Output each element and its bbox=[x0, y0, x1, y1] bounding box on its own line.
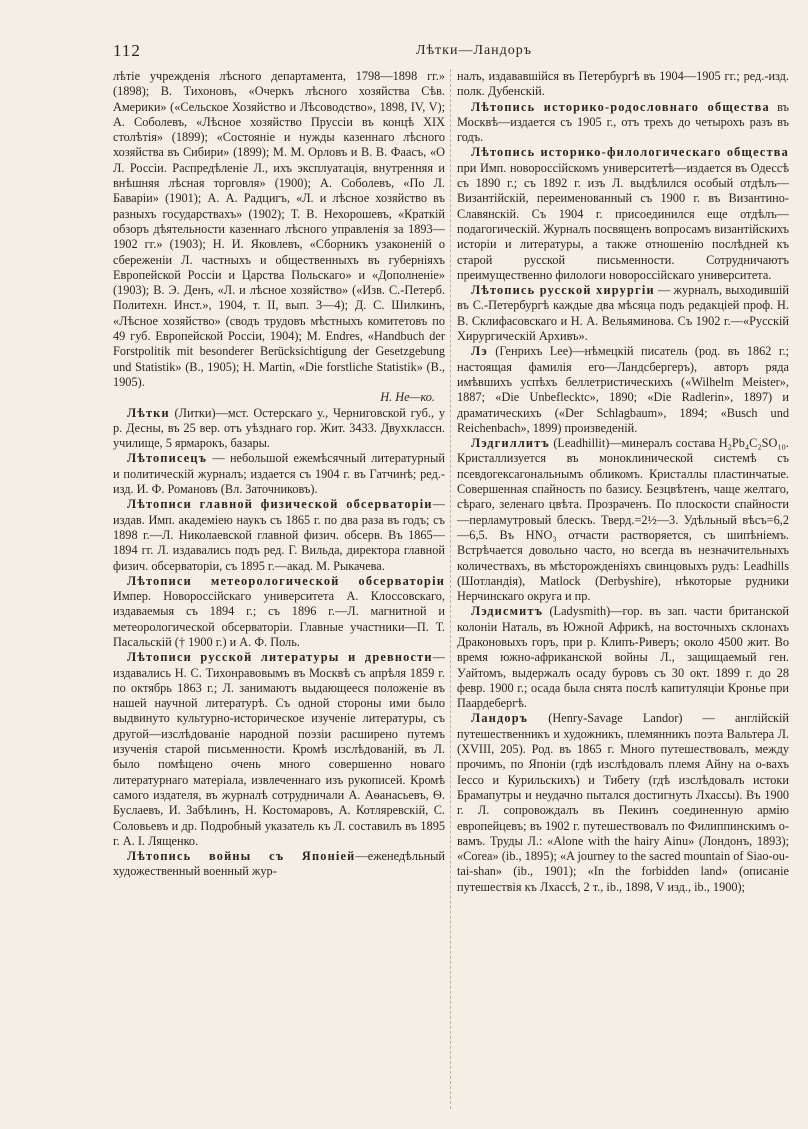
author-signature: Н. Не—ко. bbox=[380, 390, 435, 405]
dictionary-entry bbox=[113, 451, 445, 497]
entry-headword: Лѣтопись войны съ Японіей bbox=[127, 849, 356, 864]
dictionary-entry bbox=[457, 145, 789, 283]
left-column bbox=[113, 69, 445, 1119]
entry-text: (Ladysmith)—гор. въ зап. части британской колоніи Наталь, въ Южной Африкѣ, на восточныхъ склонахъ Драконовыхъ горъ, при р. Клипъ-Риверъ; около 4500 жит. Во время южно-африканской войны Л., защищаемый ген. Уайтомъ, выдержалъ осаду буровъ съ 30 окт. 1899 г. до 28 февр. 1900 г.; осада была снята послѣ капитуляціи Кронье при Паардебергѣ. bbox=[457, 604, 789, 711]
entry-text: — журналъ, выходившій въ С.-Петербургѣ каждые два мѣсяца подъ редакціей проф. Н. В. Склифасовскаго и Н. А. Вельяминова. Съ 1902 г.—«Русскій Хирургическій Архивъ». bbox=[457, 283, 789, 344]
entry-text: —издавались Н. С. Тихонравовымъ въ Москвѣ съ апрѣля 1859 г. по октябрь 1863 г.; Л. занимаютъ выдающееся положеніе въ нашей научной литературѣ. Съ одной стороны ими было выдвинуто культурно-историческое изученіе литературы, съ другой—изслѣдованіе народной поэзіи расширено путемъ изученія старой письменности. Кромѣ изслѣдованій, въ Л. было помѣщено очень много совершенно новаго литературнаго матеріала, извлеченнаго изъ рукописей. Кромѣ самого издателя, въ журналѣ сотрудничали А. Аѳанасьевъ, Ѳ. Буслаевъ, И. Забѣлинъ, Н. Костомаровъ, А. Котляревскій, С. Соловьевъ и др. Подробный указатель къ Л. составилъ въ 1895 г. А. І. Лященко. bbox=[113, 650, 445, 848]
entry-headword: Лѣтописи русской литературы и древности bbox=[127, 650, 433, 665]
entry-text: въ Москвѣ—издается съ 1905 г., отъ трехъ до четырохъ разъ въ годъ. bbox=[457, 99, 789, 145]
dictionary-entry bbox=[457, 436, 789, 604]
entry-headword: Лѣтописи метеорологической обсерваторіи bbox=[127, 573, 445, 588]
dictionary-entry bbox=[113, 574, 445, 650]
dictionary-entry bbox=[113, 497, 445, 573]
entry-text: (Leadhillit)—минералъ состава H₂Pb₄C₂SO₁₀. Кристаллизуется въ моноклинической системѣ съ псевдогексагональнымъ обликомъ. Кристаллы пластинчатые. Совершенная спайность по базису. Безцвѣтенъ, чаще желтаго, сѣраго, зеленаго цвѣта. Прозраченъ. По плоскости спайности—перламутровый блескъ. Тверд.=2½—3. Удѣльный вѣсъ=6,2—6,5. Въ HNO₃ отчасти растворяется, съ шипѣніемъ. Встрѣчается довольно часто, но всегда въ незначительныхъ количествахъ, въ мѣсторожденіяхъ свинцовыхъ рудъ: Leadhills (Шотландія), Matlock (Derbyshire), нѣкоторые рудники Нерчинскаго округа и пр. bbox=[457, 436, 789, 604]
dictionary-entry bbox=[457, 100, 789, 146]
entry-text: (Литки)—мст. Остерскаго у., Черниговской губ., у р. Десны, въ 25 вер. отъ уѣзднаго гор. Жит. 3433. Двухклассн. училище, 5 ярмарокъ, базары. bbox=[113, 405, 445, 451]
entry-text: при Имп. новороссійскомъ университетѣ—издается въ Одессѣ съ 1890 г.; съ 1892 г. изъ Л. выдѣлился особый отдѣлъ—Византійскій, переименованный съ 1900 г. въ Византино-Славянскій. Съ 1904 г. присоединился еще отдѣлъ—подагогическій. Журналъ посвященъ вопросамъ византійскихъ исторіи и литературы, а также отношенію послѣдней къ старой русской письменности. Сотрудничаютъ преимущественно филологи новороссійскаго университета. bbox=[457, 160, 789, 282]
running-title: Лѣтки—Ландоръ bbox=[415, 43, 533, 58]
entry-headword: Лэ bbox=[471, 344, 488, 359]
entry-text: (Генрихъ Lee)—нѣмецкій писатель (род. въ 1862 г.; настоящая фамилія его—Ландсбергеръ), авторъ ряда имѣвшихъ успѣхъ беллетристическихъ («Wilhelm Meister», 1887; «Die Unbeflecktc», 1890; «Die Radlerin», 1897) и драматическихъ («Der Schlagbaum», 1894; «Busch und Reichenbach», 1899) произведеній. bbox=[457, 344, 789, 435]
entry-headword: Ландоръ bbox=[471, 711, 529, 726]
entry-headword: Лэдисмитъ bbox=[471, 604, 544, 619]
right-column bbox=[457, 69, 789, 1119]
entry-headword: Лѣтописи главной физической обсерваторіи bbox=[127, 497, 433, 512]
entry-headword: Лѣтопись историко-филологическаго общества bbox=[471, 145, 789, 160]
dictionary-entry bbox=[457, 711, 789, 895]
dictionary-entry bbox=[113, 849, 445, 880]
dictionary-entry bbox=[457, 604, 789, 711]
dictionary-entry bbox=[113, 406, 445, 452]
entry-text: (Henry-Savage Landor) — англійскій путешественникъ и художникъ, племянникъ поэта Вальтера Л. (XVIII, 205). Род. въ 1865 г. Много путешествовалъ, между прочимъ, по Японіи (гдѣ изслѣдовалъ племя Айну на о-вахъ Іессо и Курильскихъ) и Тибету (гдѣ изслѣдовалъ истоки Брамапутры и неудачно пытался достигнуть Лхассы). Въ 1900 г. Л. сопровождалъ въ Пекинъ соединенную армію европейцевъ; въ 1902 г. путешествовалъ по Филиппинскимъ о-вамъ. Труды Л.: «Alone with the hairy Ainu» (Лондонъ, 1893); «Corea» (ib., 1895); «A journey to the sacred mountain of Siao-ou-tai-shan» (ib., 1901); «In the forbidden land» (описаніе путешествія къ Лхассѣ, 2 т., ib., 1898, V изд., ib., 1900); bbox=[457, 711, 789, 894]
entry-headword: Лѣтопись русской хирургіи bbox=[471, 283, 655, 298]
entry-headword: Лѣтопись историко-родословнаго общества bbox=[471, 99, 770, 114]
entry-text: Импер. Новороссійскаго университета А. Клоссовскаго, издаваемыя съ 1894 г.; съ 1896 г.—Л. магнитной и метеорологической обсерваторіи. Главные участники—П. Т. Пасальскій († 1900 г.) и А. Ф. Поль. bbox=[113, 589, 445, 649]
dictionary-entry bbox=[457, 283, 789, 344]
continued-text: налъ, издававшійся въ Петербургѣ въ 1904—1905 гг.; ред.-изд. полк. Дубенскій. bbox=[457, 69, 789, 99]
entry-text: —еженедѣльный художественный военный жур- bbox=[113, 849, 445, 879]
dictionary-entry bbox=[457, 344, 789, 436]
entry-headword: Лѣтописецъ bbox=[127, 451, 208, 466]
dictionary-entry bbox=[113, 650, 445, 849]
entry-text: — небольшой ежемѣсячный литературный и политическій журналъ; издается съ 1904 г. въ Гатчинѣ; ред.-изд. И. Ф. Романовъ (Вл. Заточниковъ). bbox=[113, 451, 445, 497]
column-divider bbox=[450, 69, 451, 1109]
entry-headword: Лѣтки bbox=[127, 405, 170, 420]
entry-text: —издав. Имп. академіею наукъ съ 1865 г. по два раза въ годъ; съ 1898 г.—Л. Николаевской главной физич. обсерв. Въ 1865—1894 гг. Л. издавались подъ ред. Г. Вильда, директора главной физич. обсерваторіи, съ 1895 г.—акад. М. Рыкачева. bbox=[113, 497, 445, 573]
page-number: 112 bbox=[113, 41, 141, 60]
entry-headword: Лэдгиллитъ bbox=[471, 436, 550, 451]
continued-text: лѣтіе учрежденія лѣсного департамента, 1798—1898 гг.» (1898); В. Тихоновъ, «Очеркъ лѣсного хозяйства Сѣв. Америки» («Сельское Хозяйство и Лѣсоводство», 1898, IV, V); А. Соболевъ, «Лѣсное хозяйство Пруссіи въ концѣ XIX столѣтія» (1899); «Состояніе и нужды казеннаго лѣсного хозяйства въ Сибири» (1899); М. М. Орловъ и В. В. Фаасъ, «О Л. Россіи. Распредѣленіе Л., ихъ эксплуатація, внутренняя и внѣшняя лѣсная торговля» (1900); А. Соболевъ, «По Л. Баваріи» (1901); А. А. Радцигъ, «Л. и лѣсное хозяйство въ разныхъ государствахъ» (1902); Т. В. Нехорошевъ, «Краткій обзоръ дѣятельности казеннаго лѣсного управленія за 1893—1902 гг.» (1903); Н. И. Яковлевъ, «Сборникъ узаконеній о сбереженіи Л. частныхъ и общественныхъ въ губерніяхъ Европейской Россіи и Царства Польскаго» и «Дополненіе» (1903); В. Э. Денъ, «Л. и лѣсное хозяйство» («Изв. С.-Петерб. Политехн. Инст.», 1904, т. II, вып. 3—4); Д. С. Шилкинъ, «Лѣсное хозяйство» (сводъ трудовъ мѣстныхъ комитетовъ по 49 губ. Европейской Россіи, 1904); M. Endres, «Handbuch der Forstpolitik mit besonderer Berücksichtigung der Gesetzgebung und Statistik» (B., 1905); H. Martin, «Die forstliche Statistik» (B., 1905). bbox=[113, 69, 445, 389]
